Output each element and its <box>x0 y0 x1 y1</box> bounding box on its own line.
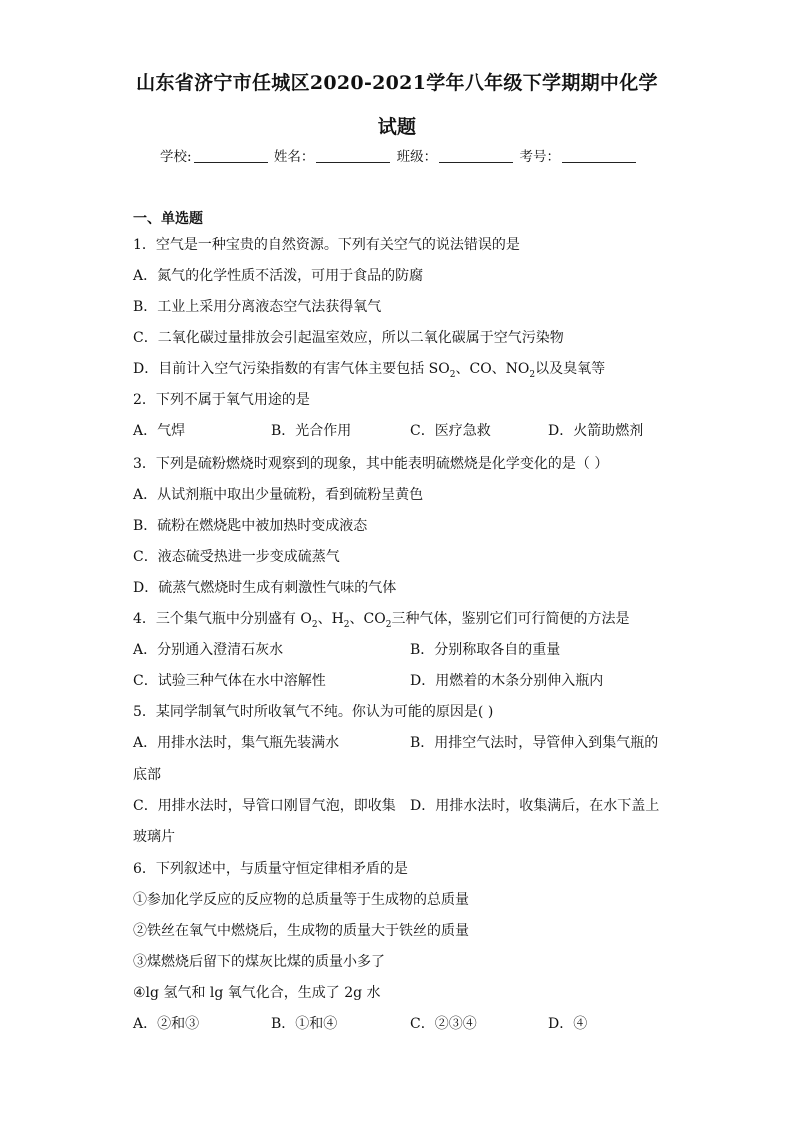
q1d-sub-2: 2 <box>529 369 536 380</box>
question-5-option-b: B．用排空气法时，导管伸入到集气瓶的 <box>410 735 659 751</box>
question-2-option-c: C．医疗急救 <box>410 423 491 439</box>
question-6-statement-1: ①参加化学反应的反应物的总质量等于生成物的总质量 <box>133 892 469 908</box>
q1d-text-3: 以及臭氧等 <box>535 361 606 377</box>
question-6-statement-3: ③煤燃烧后留下的煤灰比煤的质量小多了 <box>133 954 385 970</box>
q4-text-1: 4．三个集气瓶中分别盛有 O <box>133 611 312 627</box>
question-5-option-b-cont: 底部 <box>133 767 161 783</box>
q1d-sub-1: 2 <box>449 369 456 380</box>
q4-sub-3: 2 <box>385 619 392 630</box>
question-1-option-d <box>133 358 605 380</box>
question-5-stem: 5．某同学制氧气时所收氧气不纯。你认为可能的原因是( ) <box>133 704 494 720</box>
question-6-stem: 6．下列叙述中，与质量守恒定律相矛盾的是 <box>133 861 408 877</box>
q4-text-4: 三种气体，鉴别它们可行简便的方法是 <box>391 611 630 627</box>
question-4-option-c: C．试验三种气体在水中溶解性 <box>133 673 326 689</box>
section-heading: 一、单选题 <box>133 211 203 227</box>
exam-number-blank <box>562 148 636 163</box>
question-2-option-b: B．光合作用 <box>271 423 352 439</box>
question-6-statement-2: ②铁丝在氧气中燃烧后，生成物的质量大于铁丝的质量 <box>133 923 469 939</box>
question-3-option-a: A．从试剂瓶中取出少量硫粉，看到硫粉呈黄色 <box>133 487 424 503</box>
question-1-stem: 1．空气是一种宝贵的自然资源。下列有关空气的说法错误的是 <box>133 237 520 253</box>
question-3-option-d: D．硫蒸气燃烧时生成有刺激性气味的气体 <box>133 580 397 596</box>
question-1-option-a: A．氮气的化学性质不活泼，可用于食品的防腐 <box>133 268 424 284</box>
question-2-stem: 2．下列不属于氧气用途的是 <box>133 392 310 408</box>
question-4-stem <box>133 608 629 630</box>
q4-text-2: 、H <box>317 611 344 627</box>
school-blank <box>194 148 268 163</box>
question-6-option-d: D．④ <box>548 1016 588 1032</box>
question-4-option-b: B．分别称取各自的重量 <box>410 642 561 658</box>
question-2-option-d: D．火箭助燃剂 <box>548 423 644 439</box>
question-1-option-b: B．工业上采用分离液态空气法获得氧气 <box>133 299 382 315</box>
class-label: 班级： <box>396 149 438 165</box>
question-2-option-a: A．气焊 <box>133 423 186 439</box>
question-6-option-c: C．②③④ <box>410 1016 477 1032</box>
question-6-statement-4: ④lg 氢气和 lg 氧气化合，生成了 2g 水 <box>133 985 381 1001</box>
exam-number-label: 考号： <box>519 149 560 165</box>
q4-text-3: 、CO <box>349 611 386 627</box>
question-5-option-a: A．用排水法时，集气瓶先装满水 <box>133 735 340 751</box>
question-5-option-d-cont: 玻璃片 <box>133 829 175 845</box>
school-label: 学校: <box>160 149 192 165</box>
name-blank <box>316 148 390 163</box>
q4-sub-1: 2 <box>311 619 318 630</box>
question-5-option-c: C．用排水法时，导管口刚冒气泡，即收集 <box>133 798 396 814</box>
student-info-row <box>160 145 638 165</box>
question-3-stem: 3．下列是硫粉燃烧时观察到的现象，其中能表明硫燃烧是化学变化的是（ ） <box>133 456 609 472</box>
question-3-option-b: B．硫粉在燃烧匙中被加热时变成液态 <box>133 518 368 534</box>
name-label: 姓名： <box>273 149 315 165</box>
question-3-option-c: C．液态硫受热进一步变成硫蒸气 <box>133 549 340 565</box>
question-6-option-b: B．①和④ <box>271 1016 338 1032</box>
class-blank <box>439 148 513 163</box>
question-4-option-a: A．分别通入澄清石灰水 <box>133 642 284 658</box>
q1d-text-1: D．目前计入空气污染指数的有害气体主要包括 SO <box>133 361 450 377</box>
question-6-option-a: A．②和③ <box>133 1016 200 1032</box>
question-5-option-d: D．用排水法时，收集满后，在水下盖上 <box>410 798 660 814</box>
exam-title: 山东省济宁市任城区2020-2021学年八年级下学期期中化学 <box>136 72 658 94</box>
q4-sub-2: 2 <box>343 619 350 630</box>
question-1-option-c: C．二氧化碳过量排放会引起温室效应，所以二氧化碳属于空气污染物 <box>133 330 564 346</box>
q1d-text-2: 、CO、NO <box>455 361 530 377</box>
exam-title-continued: 试题 <box>377 116 417 138</box>
question-4-option-d: D．用燃着的木条分别伸入瓶内 <box>410 673 604 689</box>
